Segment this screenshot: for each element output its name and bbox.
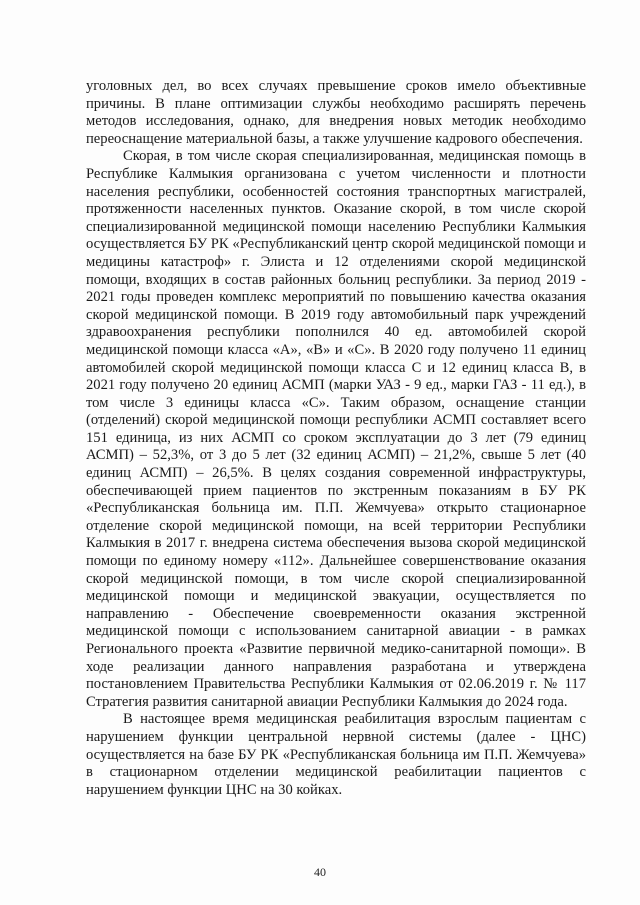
document-body bbox=[86, 78, 586, 799]
paragraph-rehabilitation: В настоящее время медицинская реабилитация взрослым пациентам с нарушением функции центральной нервной системы (далее - ЦНС) осуществляется на базе БУ РК «Республиканская больница им П.П. Жемчуева» в стационарном отделении медицинской реабилитации пациентов с нарушением функции ЦНС на 30 койках. bbox=[86, 711, 586, 798]
page-number: 40 bbox=[314, 865, 326, 879]
paragraph-continuation: уголовных дел, во всех случаях превышение сроков имело объективные причины. В плане оптимизации службы необходимо расширять перечень методов исследования, однако, для внедрения новых методик необходимо переоснащение материальной базы, а также улучшение кадрового обеспечения. bbox=[86, 78, 586, 147]
paragraph-ambulance-care: Скорая, в том числе скорая специализированная, медицинская помощь в Республике Калмыкия организована с учетом численности и плотности населения республики, особенностей состояния транспортных магистралей, протяженности населенных пунктов. Оказание скорой, в том числе скорой специализированной медицинской помощи населению Республики Калмыкия осуществляется БУ РК «Республиканский центр скорой медицинской помощи и медицины катастроф» г. Элиста и 12 отделениями скорой медицинской помощи, входящих в состав районных больниц республики. За период 2019 - 2021 годы проведен комплекс мероприятий по повышению качества оказания скорой медицинской помощи. В 2019 году автомобильный парк учреждений здравоохранения республики пополнился 40 ед. автомобилей скорой медицинской помощи класса «А», «В» и «С». В 2020 году получено 11 единиц автомобилей скорой медицинской помощи класса С и 12 единиц класса В, в 2021 году получено 20 единиц АСМП (марки УАЗ - 9 ед., марки ГАЗ - 11 ед.), в том числе 3 единицы класса «С». Таким образом, оснащение станции (отделений) скорой медицинской помощи республики АСМП составляет всего 151 единица, из них АСМП со сроком эксплуатации до 3 лет (79 единиц АСМП) – 52,3%, от 3 до 5 лет (32 единиц АСМП) – 21,2%, свыше 5 лет (40 единиц АСМП) – 26,5%. В целях создания современной инфраструктуры, обеспечивающей прием пациентов по экстренным показаниям в БУ РК «Республиканская больница им. П.П. Жемчуева» открыто стационарное отделение скорой медицинской помощи, на всей территории Республики Калмыкия в 2017 г. внедрена система обеспечения вызова скорой медицинской помощи по единому номеру «112». Дальнейшее совершенствование оказания скорой медицинской помощи, в том числе скорой специализированной медицинской помощи и медицинской эвакуации, осуществляется по направлению - Обеспечение своевременности оказания экстренной медицинской помощи с использованием санитарной авиации - в рамках Регионального проекта «Развитие первичной медико-санитарной помощи». В ходе реализации данного направления разработана и утверждена постановлением Правительства Республики Калмыкия от 02.06.2019 г. № 117 Стратегия развития санитарной авиации Республики Калмыкия до 2024 года. bbox=[86, 148, 586, 710]
